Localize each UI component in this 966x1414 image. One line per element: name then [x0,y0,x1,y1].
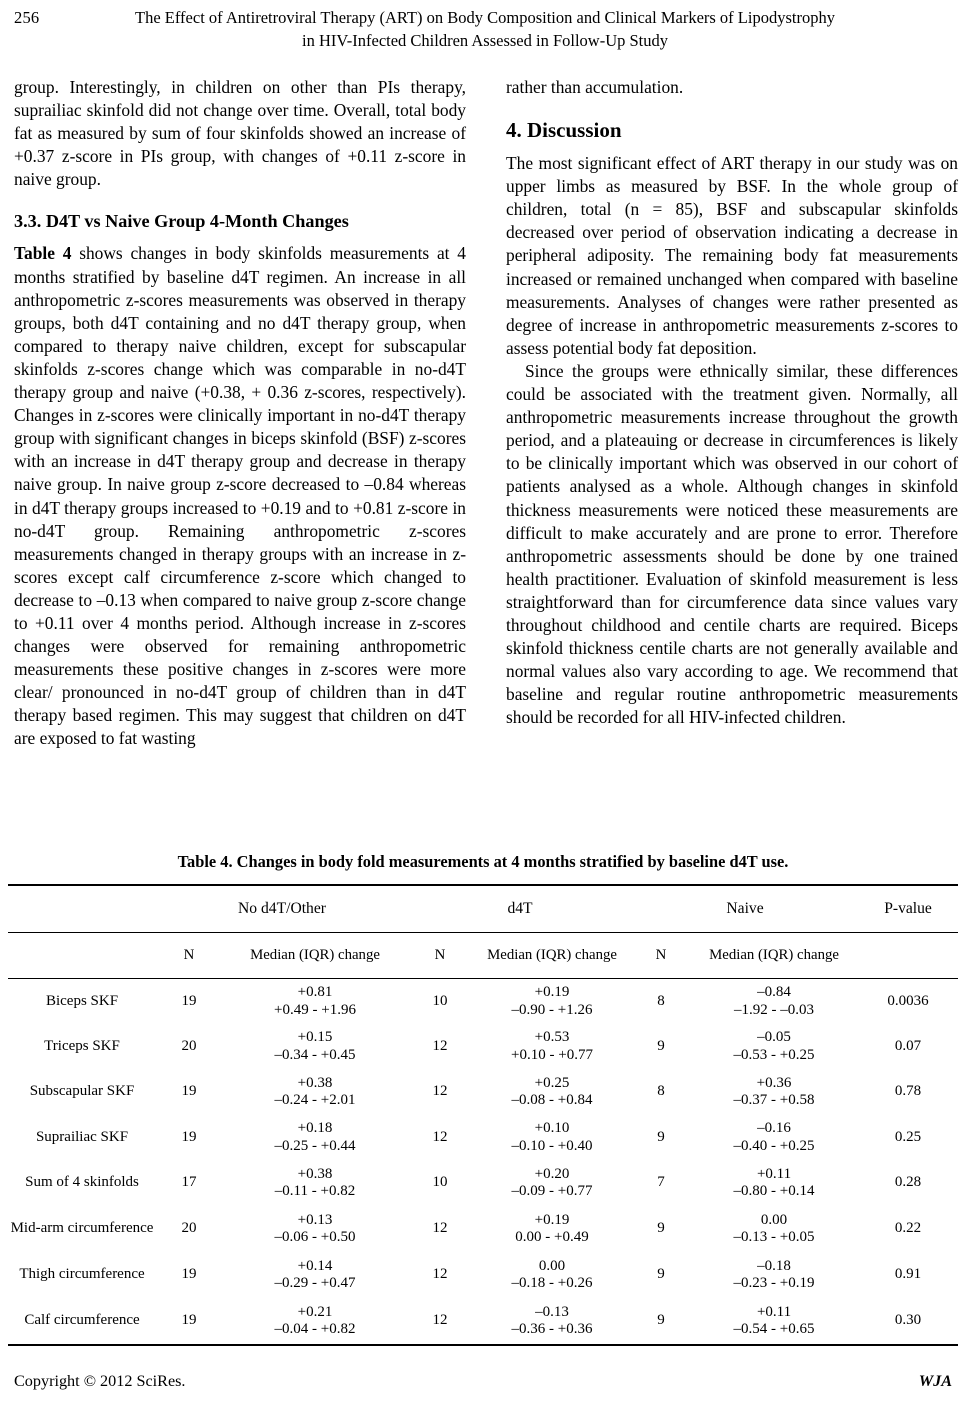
median-value: +0.21 [297,1303,333,1320]
table-row [8,1069,958,1115]
sub-header-median-d4t: Median (IQR) change [472,933,632,979]
cell-n-no-d4t: 17 [181,1174,197,1191]
sub-header-pvalue-blank [858,933,958,979]
cell-median-no-d4t [222,979,408,1025]
cell-n-naive: 9 [657,1220,665,1237]
sub-header-n-naive: N [632,933,690,979]
median-value: –0.05 [757,1029,791,1045]
cell-median-naive [690,1160,858,1206]
cell-median-no-d4t [222,1115,408,1160]
table-row [8,1298,958,1345]
table-4-container [0,852,966,1346]
left-column [14,76,466,751]
cell-n-naive: 7 [657,1174,665,1191]
row-label: Subscapular SKF [29,1083,135,1100]
table-row [8,1115,958,1160]
cell-n-naive: 9 [657,1312,665,1329]
cell-n-no-d4t: 19 [156,979,222,1025]
cell-median-d4t [472,1252,632,1298]
iqr-value: –0.25 - +0.44 [274,1137,356,1154]
median-value: +0.38 [297,1165,333,1182]
table-sub-header-row [8,933,958,979]
sub-header-n-no-d4t: N [156,933,222,979]
table-4 [8,884,958,1346]
table-body [8,979,958,1347]
left-paragraph-2 [14,242,466,750]
cell-median-d4t [472,979,632,1025]
running-head-title-line1: The Effect of Antiretroviral Therapy (ART) on Body Composition and Clinical Markers of Lipodystrophy [135,8,835,27]
median-value: +0.18 [297,1120,333,1136]
median-value: +0.81 [297,984,333,1000]
row-label: Biceps SKF [8,979,156,1025]
cell-n-no-d4t: 19 [181,1312,197,1329]
iqr-value: –0.36 - +0.36 [511,1321,593,1337]
iqr-value: +0.49 - +1.96 [274,1001,356,1018]
cell-n-no-d4t: 19 [181,1128,197,1145]
running-head-title [80,6,890,52]
median-value: +0.19 [534,984,570,1000]
iqr-value: –0.29 - +0.47 [274,1275,356,1291]
cell-n-d4t: 12 [432,1266,448,1283]
cell-n-naive: 9 [657,1266,665,1283]
row-label: Sum of 4 skinfolds [25,1174,139,1191]
iqr-value: –0.53 - +0.25 [733,1046,815,1063]
cell-n-d4t: 10 [432,1174,448,1191]
sub-header-median-no-d4t: Median (IQR) change [222,933,408,979]
iqr-value: –0.80 - +0.14 [733,1183,815,1199]
table-row [8,1206,958,1252]
cell-median-naive [690,1115,858,1160]
row-label: Triceps SKF [44,1037,120,1054]
iqr-value: –1.92 - –0.03 [734,1001,815,1018]
cell-n-naive: 8 [657,1083,665,1100]
cell-pvalue: 0.28 [894,1174,922,1191]
section-heading-4-discussion: 4. Discussion [506,118,622,143]
cell-median-no-d4t [222,1252,408,1298]
sub-header-n-d4t: N [408,933,472,979]
table-4-reference: Table 4 [14,243,72,264]
table-group-header-row [8,885,958,933]
iqr-value: –0.18 - +0.26 [511,1275,593,1291]
left-paragraph-1: group. Interestingly, in children on other than PIs therapy, suprailiac skinfold did not change over time. Overall, total body fat as measured by sum of four skinfolds showed an increase of +0.37 z-score in PIs group, with changes of +0.11 z-score in naive group. [14,77,466,190]
row-label: Suprailiac SKF [35,1128,129,1145]
page-number: 256 [14,8,40,27]
iqr-value: –0.06 - +0.50 [274,1229,356,1245]
group-header-blank [8,885,156,933]
cell-median-d4t [472,1160,632,1206]
median-value: –0.84 [757,984,791,1000]
cell-n-d4t: 12 [432,1037,448,1054]
cell-n-d4t: 12 [432,1083,448,1100]
median-value: +0.36 [756,1074,792,1091]
median-value: +0.38 [297,1074,333,1091]
iqr-value: –0.09 - +0.77 [511,1183,593,1199]
cell-median-no-d4t [222,1024,408,1069]
cell-n-no-d4t: 19 [181,1083,197,1100]
cell-n-d4t: 10 [408,979,472,1025]
median-value: +0.10 [534,1120,570,1136]
cell-median-no-d4t [222,1160,408,1206]
cell-median-naive [690,1024,858,1069]
cell-n-no-d4t: 19 [181,1266,197,1283]
median-value: +0.14 [297,1257,333,1274]
cell-median-d4t [472,1298,632,1345]
cell-pvalue: 0.78 [894,1083,922,1100]
median-value: +0.19 [534,1211,570,1228]
cell-median-naive [690,979,858,1025]
cell-median-no-d4t [222,1206,408,1252]
cell-n-d4t: 12 [432,1128,448,1145]
cell-n-d4t: 12 [432,1312,448,1329]
cell-median-naive [690,1252,858,1298]
median-value: +0.13 [297,1211,333,1228]
cell-median-no-d4t [222,1069,408,1115]
running-head [0,6,966,54]
median-value: –0.16 [757,1120,791,1136]
row-label: Mid-arm circumference [10,1220,154,1237]
cell-pvalue: 0.07 [894,1037,922,1054]
right-paragraph-1: rather than accumulation. [506,77,684,97]
median-value: –0.18 [757,1257,791,1274]
median-value: +0.11 [756,1303,792,1320]
right-paragraph-3: Since the groups were ethnically similar, these differences could be associated with the treatment given. Normally, all anthropometric measurements increase throughout the growth period, and a plateauing or decrease in circumferences is likely to be clinically important which was observed in our cohort of patients analysed as a whole. Although changes in skinfold thickness measurements were noticed these measurements are difficult to make accurately and are prone to error. Therefore anthropometric assessments should be done by one trained health practitioner. Evaluation of skinfold measurement is less straightforward than for circumference data since values vary throughout childhood and centile charts are required. Biceps skinfold thickness centile charts are not generally available and normal values also vary according to age. We recommend that baseline and regular routine anthropometric measurements should be recorded for all HIV-infected children. [506,360,958,728]
iqr-value: +0.10 - +0.77 [511,1046,593,1063]
table-row [8,1024,958,1069]
cell-median-naive [690,1206,858,1252]
cell-n-d4t: 12 [432,1220,448,1237]
cell-median-naive [690,1298,858,1345]
iqr-value: –0.34 - +0.45 [274,1046,356,1063]
median-value: 0.00 [760,1211,788,1228]
iqr-value: –0.08 - +0.84 [511,1092,593,1108]
group-header-d4t: d4T [408,885,632,933]
journal-abbreviation: WJA [918,1372,952,1390]
sub-header-blank [8,933,156,979]
article-body [14,76,958,831]
cell-n-naive: 8 [632,979,690,1025]
cell-pvalue: 0.22 [894,1220,922,1237]
iqr-value: 0.00 - +0.49 [515,1229,589,1245]
row-label: Calf circumference [24,1312,140,1329]
iqr-value: –0.24 - +2.01 [274,1092,356,1108]
median-value: +0.20 [534,1165,570,1182]
cell-n-no-d4t: 20 [181,1037,197,1054]
group-header-pvalue: P-value [858,885,958,933]
median-value: +0.53 [534,1029,570,1045]
iqr-value: –0.04 - +0.82 [274,1321,356,1337]
cell-median-d4t [472,1115,632,1160]
cell-median-d4t [472,1024,632,1069]
copyright-text: Copyright © 2012 SciRes. [14,1372,186,1390]
cell-median-d4t [472,1206,632,1252]
median-value: +0.15 [297,1029,333,1045]
group-header-naive: Naive [632,885,858,933]
iqr-value: –0.13 - +0.05 [733,1229,815,1245]
table-bottom-rule [8,1345,958,1346]
left-paragraph-2-text: shows changes in body skinfolds measurements at 4 months stratified by baseline d4T regimen. An increase in all anthropometric z-scores measurements was observed in therapy groups, both d4T containing and no d4T therapy group, when compared to therapy naive children, except for subscapular skinfolds z-scores change which was comparable in no-d4T therapy group and naive (+0.38, + 0.36 z-scores, respectively). Changes in z-scores were clinically important in no-d4T therapy group with significant changes in biceps skinfold (BSF) z-scores with an increase in d4T therapy group and decrease in therapy naive group. In naive group z-score decreased to –0.84 whereas in d4T therapy groups increased to +0.19 and to +0.81 z-score in no-d4T group. Remaining anthropometric z-scores measurements changed in therapy groups with an increase in z-scores except calf circumference z-score which changed to decrease to –0.13 when compared to naive group z-score change to +0.11 over 4 months period. Although increase in z-scores changes were observed for remaining anthropometric measurements these positive changes in z-scores were more clear/ pronounced in no-d4T group of children than in d4T therapy based regimen. This may suggest that children on d4T are exposed to fat wasting [14,243,466,749]
iqr-value: –0.54 - +0.65 [733,1321,815,1337]
row-label: Thigh circumference [19,1266,145,1283]
iqr-value: –0.10 - +0.40 [511,1137,593,1154]
table-caption: Table 4. Changes in body fold measurements at 4 months stratified by baseline d4T use. [177,852,789,871]
table-row [8,1160,958,1206]
right-column [506,76,958,729]
iqr-value: –0.40 - +0.25 [733,1137,815,1154]
median-value: 0.00 [538,1257,566,1274]
iqr-value: –0.23 - +0.19 [733,1275,815,1291]
median-value: –0.13 [535,1303,569,1320]
cell-pvalue: 0.91 [894,1266,922,1283]
cell-median-no-d4t [222,1298,408,1345]
table-row [8,979,958,1025]
cell-pvalue: 0.0036 [858,979,958,1025]
group-header-no-d4t: No d4T/Other [156,885,408,933]
section-heading-3-3: 3.3. D4T vs Naive Group 4-Month Changes [14,211,349,232]
running-head-title-line2: in HIV-Infected Children Assessed in Follow-Up Study [301,31,669,50]
cell-n-naive: 9 [657,1037,665,1054]
cell-median-naive [690,1069,858,1115]
iqr-value: –0.37 - +0.58 [733,1092,815,1108]
cell-pvalue: 0.25 [894,1128,922,1145]
table-row [8,1252,958,1298]
iqr-value: –0.11 - +0.82 [274,1183,356,1199]
cell-pvalue: 0.30 [894,1312,922,1329]
sub-header-median-naive: Median (IQR) change [690,933,858,979]
page-footer [14,1372,952,1391]
cell-n-naive: 9 [657,1128,665,1145]
median-value: +0.25 [534,1074,570,1091]
bottom-rule-cell [8,1345,958,1346]
cell-median-d4t [472,1069,632,1115]
iqr-value: –0.90 - +1.26 [511,1001,593,1018]
right-paragraph-2: The most significant effect of ART therapy in our study was on upper limbs as measured by BSF. In the whole group of children, total (n = 85), BSF and subscapular skinfolds decreased over period of observation indicating a decrease in peripheral adiposity. The remaining body fat measurements increased or remained unchanged when compared with baseline measurements. Analyses of changes were rather presented as degree of increase in anthropometric measurements z-scores to assess potential body fat deposition. [506,153,958,358]
median-value: +0.11 [756,1165,792,1182]
cell-n-no-d4t: 20 [181,1220,197,1237]
